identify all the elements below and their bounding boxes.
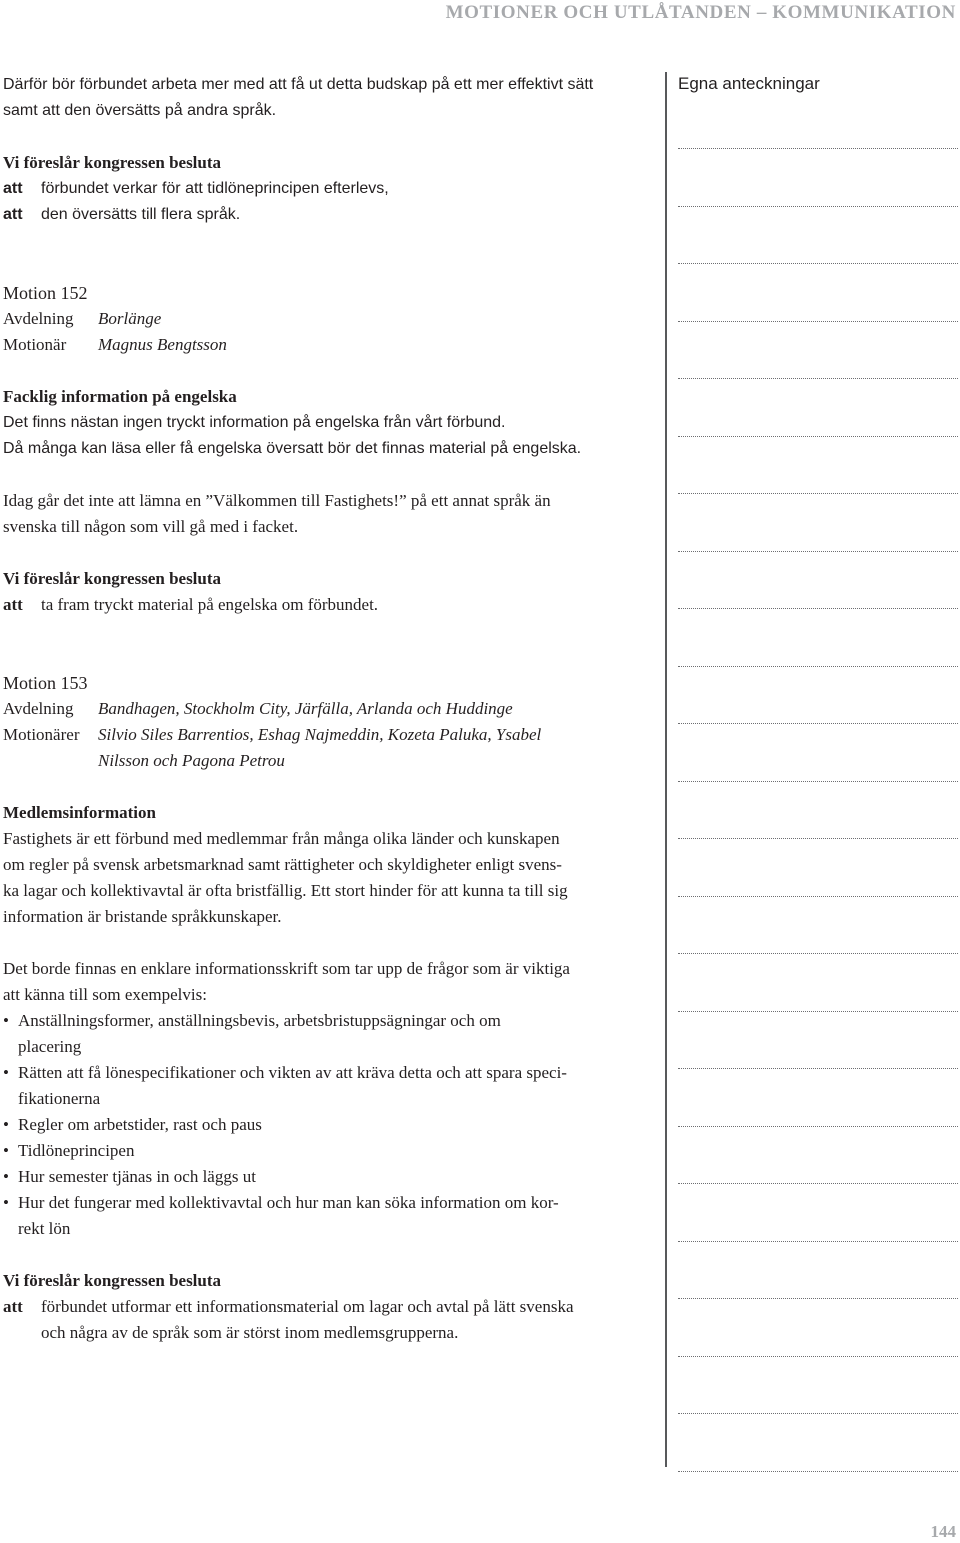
motion-152-subject: Facklig information på engelska <box>3 387 237 406</box>
list-item-line: Tidlöneprincipen <box>18 1141 135 1160</box>
note-line <box>678 896 958 897</box>
note-line <box>678 723 958 724</box>
note-line <box>678 666 958 667</box>
att-text: den översätts till flera språk. <box>41 206 241 223</box>
att-label: att <box>3 1297 23 1316</box>
motionarer-line: Silvio Siles Barrentios, Eshag Najmeddin, Kozeta Paluka, Ysabel <box>98 725 542 744</box>
motionarer-value <box>98 722 541 774</box>
att-label: att <box>3 180 23 197</box>
note-line <box>678 1298 958 1299</box>
note-line <box>678 551 958 552</box>
motion-153-avdelning <box>3 696 659 722</box>
list-item-line: Rätten att få lönespecifikationer och vikten av att kräva detta och att spara speci- <box>18 1063 567 1082</box>
note-line <box>678 436 958 437</box>
paragraph-line: om regler på svensk arbetsmarknad samt rättigheter och skyldigheter enligt svens- <box>3 855 562 874</box>
note-line <box>678 953 958 954</box>
note-line <box>678 263 958 264</box>
paragraph-line: Då många kan läsa eller få engelska översatt bör det finnas material på engelska. <box>3 440 582 457</box>
att-text-line: förbundet utformar ett informationsmaterial om lagar och avtal på lätt svenska <box>41 1297 574 1316</box>
column-divider <box>665 72 667 1467</box>
paragraph-line: Fastighets är ett förbund med medlemmar från många olika länder och kunskapen <box>3 829 560 848</box>
motion-153-motionarer <box>3 722 659 774</box>
note-line <box>678 1471 958 1472</box>
list-item <box>3 1190 659 1242</box>
list-item-line: Regler om arbetstider, rast och paus <box>18 1115 262 1134</box>
motionar-label: Motionär <box>3 335 67 354</box>
att-text <box>41 1294 574 1346</box>
att-text: ta fram tryckt material på engelska om förbundet. <box>41 595 379 614</box>
note-line <box>678 1413 958 1414</box>
att-clause <box>3 1294 659 1346</box>
motionarer-line: Nilsson och Pagona Petrou <box>98 751 285 770</box>
motion-153-subject: Medlemsinformation <box>3 803 156 822</box>
list-item <box>3 1164 659 1190</box>
bullet-list <box>3 1008 659 1242</box>
list-item <box>3 1112 659 1138</box>
paragraph-line: Det borde finnas en enklare informationsskrift som tar upp de frågor som är viktiga <box>3 959 570 978</box>
proposal-heading: Vi föreslår kongressen besluta <box>3 569 222 588</box>
att-clause <box>3 592 659 618</box>
paragraph-line: Idag går det inte att lämna en ”Välkommen till Fastighets!” på ett annat språk än <box>3 491 551 510</box>
list-item <box>3 1008 659 1060</box>
main-column <box>3 72 659 1346</box>
list-item-line: Anställningsformer, anställningsbevis, arbetsbristuppsägningar och om <box>18 1011 501 1030</box>
att-label: att <box>3 206 23 223</box>
proposal-heading: Vi föreslår kongressen besluta <box>3 153 222 172</box>
att-label: att <box>3 595 23 614</box>
proposal-heading: Vi föreslår kongressen besluta <box>3 1271 222 1290</box>
page-number: 144 <box>930 1522 956 1541</box>
note-line <box>678 1241 958 1242</box>
note-line <box>678 1068 958 1069</box>
motion-152-avdelning <box>3 306 659 332</box>
note-line <box>678 781 958 782</box>
note-line <box>678 493 958 494</box>
paragraph-line: ka lagar och kollektivavtal är ofta bristfällig. Ett stort hinder för att kunna ta till sig <box>3 881 568 900</box>
avdelning-value: Borlänge <box>98 309 162 328</box>
note-line <box>678 1011 958 1012</box>
paragraph-line: svenska till någon som vill gå med i facket. <box>3 517 299 536</box>
note-line <box>678 1356 958 1357</box>
list-item <box>3 1060 659 1112</box>
motion-152-title: Motion 152 <box>3 283 88 303</box>
intro-line-1: Därför bör förbundet arbeta mer med att få ut detta budskap på ett mer effektivt sätt <box>3 76 594 93</box>
note-line <box>678 378 958 379</box>
running-header: MOTIONER OCH UTLÅTANDEN – KOMMUNIKATION <box>445 2 956 23</box>
paragraph-line: Det finns nästan ingen tryckt information på engelska från vårt förbund. <box>3 414 506 431</box>
notes-title: Egna anteckningar <box>678 74 820 93</box>
paragraph-line: att känna till som exempelvis: <box>3 985 207 1004</box>
list-item <box>3 1138 659 1164</box>
note-line <box>678 148 958 149</box>
motion-152-motionar <box>3 332 659 358</box>
paragraph-line: information är bristande språkkunskaper. <box>3 907 282 926</box>
att-text: förbundet verkar för att tidlöneprincipen efterlevs, <box>41 180 389 197</box>
avdelning-label: Avdelning <box>3 699 74 718</box>
list-item-line: Hur det fungerar med kollektivavtal och hur man kan söka information om kor- <box>18 1193 559 1212</box>
list-item-line: Hur semester tjänas in och läggs ut <box>18 1167 256 1186</box>
note-line <box>678 838 958 839</box>
avdelning-value: Bandhagen, Stockholm City, Järfälla, Arlanda och Huddinge <box>98 699 513 718</box>
note-line <box>678 1126 958 1127</box>
note-line <box>678 206 958 207</box>
intro-line-2: samt att den översätts på andra språk. <box>3 102 277 119</box>
att-clause <box>3 202 659 228</box>
motionar-value: Magnus Bengtsson <box>98 335 227 354</box>
note-line <box>678 1183 958 1184</box>
motionarer-label: Motionärer <box>3 725 80 744</box>
list-item-line: rekt lön <box>18 1219 71 1238</box>
list-item-line: placering <box>18 1037 82 1056</box>
motion-153-title: Motion 153 <box>3 673 88 693</box>
att-clause <box>3 176 659 202</box>
att-text-line: och några av de språk som är störst inom medlemsgrupperna. <box>41 1323 459 1342</box>
note-line <box>678 608 958 609</box>
note-line <box>678 321 958 322</box>
list-item-line: fikationerna <box>18 1089 101 1108</box>
avdelning-label: Avdelning <box>3 309 74 328</box>
